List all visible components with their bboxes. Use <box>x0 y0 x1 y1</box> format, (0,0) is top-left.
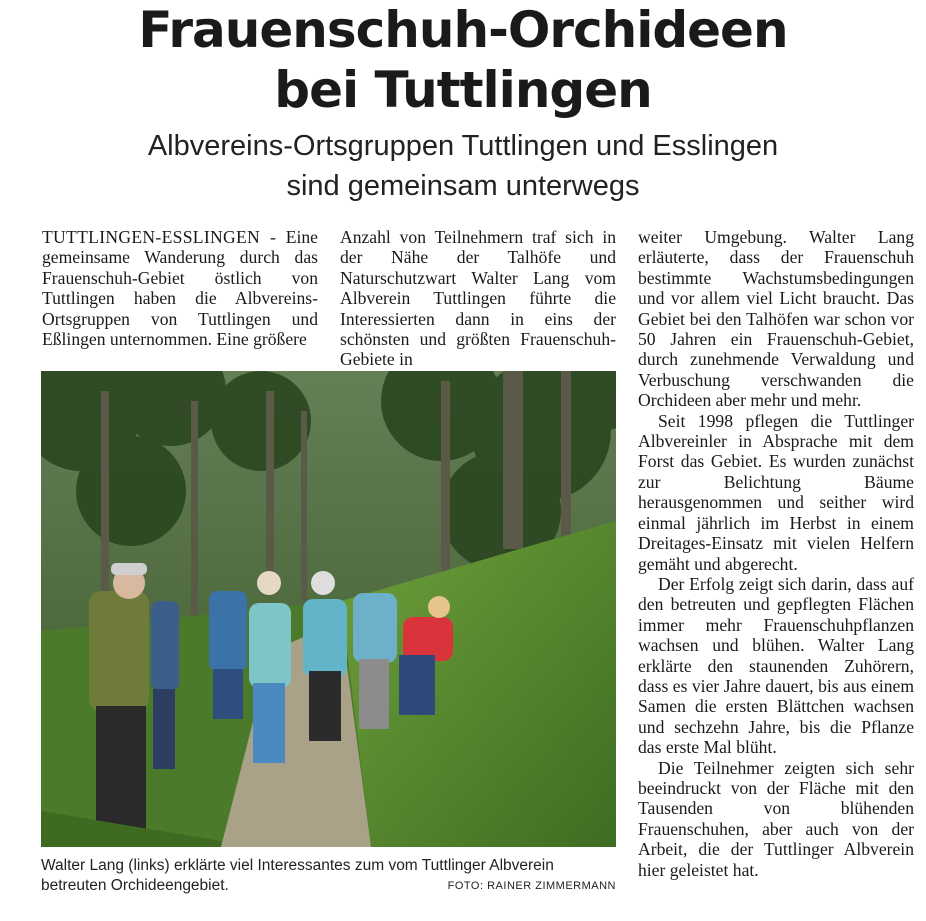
headline-line-1: Frauenschuh-Orchideen <box>138 1 788 59</box>
headline <box>0 0 926 120</box>
photo-credit: FOTO: RAINER ZIMMERMANN <box>447 880 616 892</box>
subheadline-line-2: sind gemeinsam unterwegs <box>286 170 640 202</box>
column-3-paragraph-1: weiter Umgebung. Walter Lang erläuterte, dass der Frauenschuh bestimmte Wachstumsbedingungen und vor allem viel Licht braucht. Das Gebiet bei den Talhöfen war schon vor 50 Jahren ein Frauenschuh-Gebiet, durch zunehmende Verwaldung und Verbuschung verschwanden die Orchideen aber mehr und mehr. <box>638 227 914 411</box>
subheadline-line-1: Albvereins-Ortsgruppen Tuttlingen und Esslingen <box>147 130 779 162</box>
article-column-1 <box>42 227 318 349</box>
headline-line-2: bei Tuttlingen <box>274 61 652 119</box>
photo-caption-block <box>41 856 616 896</box>
column-2-text: Anzahl von Teilnehmern traf sich in der Nähe der Talhöfe und Naturschutzwart Walter Lang vom Albverein Tuttlingen führte die Interessierten dann in eins der schönsten und größten Frauenschuh-Gebiete in <box>340 227 616 370</box>
subheadline <box>0 126 926 206</box>
column-3-paragraph-2: Seit 1998 pflegen die Tuttlinger Albvereinler in Absprache mit dem Forst das Gebiet. Es wurden zunächst zur Belichtung Bäume herausgenommen und seither wird einmal jährlich im Herbst in einem Dreitages-Einsatz mit vielen Helfern gemäht und abgerecht. <box>638 410 914 574</box>
photo-caption: Walter Lang (links) erklärte viel Interessantes zum vom Tuttlinger Albverein betreuten Orchideengebiet. <box>41 857 554 894</box>
dateline: TUTTLINGEN-ESSLINGEN <box>42 227 261 247</box>
forest-hikers-photo <box>41 371 616 847</box>
column-3-paragraph-4: Die Teilnehmer zeigten sich sehr beeindruckt von der Fläche mit den Tausenden von blühenden Frauenschuhen, aber auch von der Arbeit, die der Tuttlinger Albverein hier geleistet hat. <box>638 757 914 880</box>
column-1-text: - Eine gemeinsame Wanderung durch das Frauenschuh-Gebiet östlich von Tuttlingen haben die Albvereins-Ortsgruppen von Tuttlingen und Eßlingen unternommen. Eine größere <box>42 227 318 350</box>
column-3-paragraph-3: Der Erfolg zeigt sich darin, dass auf den betreuten und gepflegten Flächen immer mehr Frauenschuhpflanzen wachsen und blühen. Walter Lang erklärte den staunenden Zuhörern, dass es vier Jahre dauert, bis aus einem Samen die ersten Blättchen wachsen und sechzehn Jahre, bis die Pflanze das erste Mal blüht. <box>638 573 914 758</box>
article-photo <box>41 371 616 847</box>
article-column-3 <box>638 227 914 880</box>
article-column-2 <box>340 227 616 370</box>
